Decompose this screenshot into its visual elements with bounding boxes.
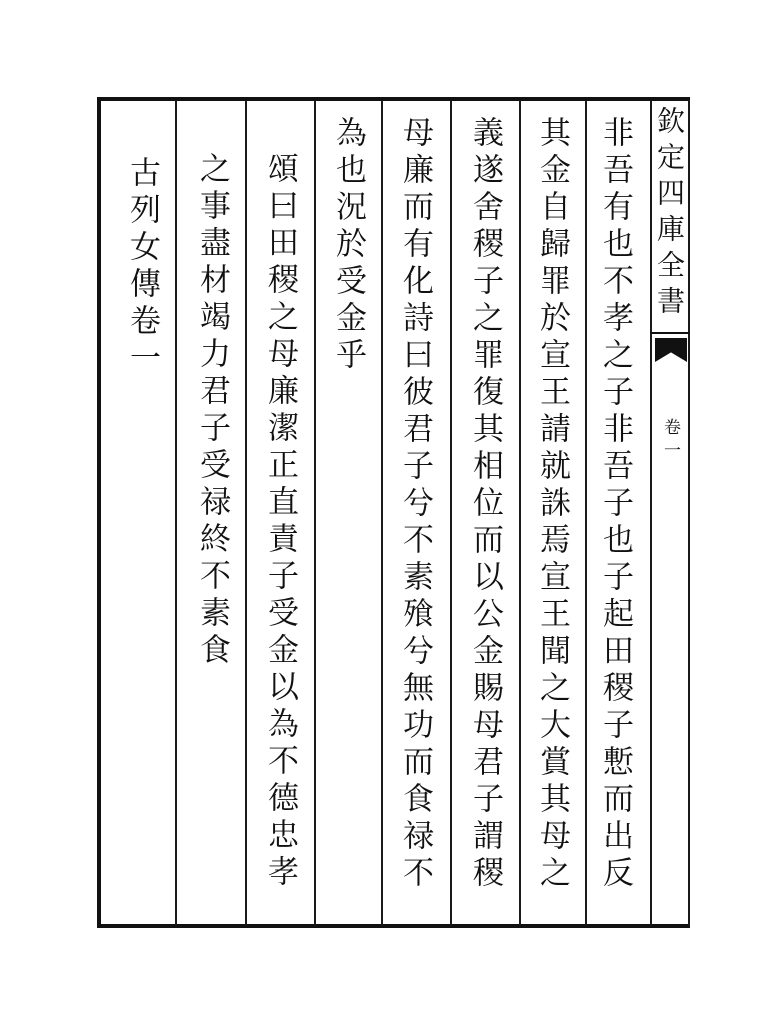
text-column-2: 其金自歸罪於宣王請就誅焉宣王聞之大賞其母之 (534, 116, 570, 893)
text-column-7: 之事盡材竭力君子受禄終不素食 (194, 152, 230, 670)
column-rule (175, 100, 177, 926)
text-column-5: 為也況於受金乎 (330, 116, 366, 375)
column-rule (650, 100, 652, 926)
column-rule (381, 100, 383, 926)
banner-title: 欽定四庫全書 (653, 106, 686, 322)
volume-end-title: 古列女傳卷一 (124, 156, 160, 378)
column-rule (585, 100, 587, 926)
text-column-3: 義遂舍稷子之罪復其相位而以公金賜母君子謂稷 (467, 116, 503, 893)
column-rule (245, 100, 247, 926)
column-rule (688, 100, 690, 926)
column-rule (450, 100, 452, 926)
banner-volume: 卷一 (660, 418, 680, 464)
text-column-6: 頌曰田稷之母廉潔正直責子受金以為不德忠孝 (262, 152, 298, 892)
banner-divider (650, 332, 690, 334)
text-column-1: 非吾有也不孝之子非吾子也子起田稷子慙而出反 (597, 116, 633, 893)
column-rule (519, 100, 521, 926)
column-rule (314, 100, 316, 926)
text-column-4: 母廉而有化詩曰彼君子兮不素飱兮無功而食禄不 (397, 116, 433, 893)
